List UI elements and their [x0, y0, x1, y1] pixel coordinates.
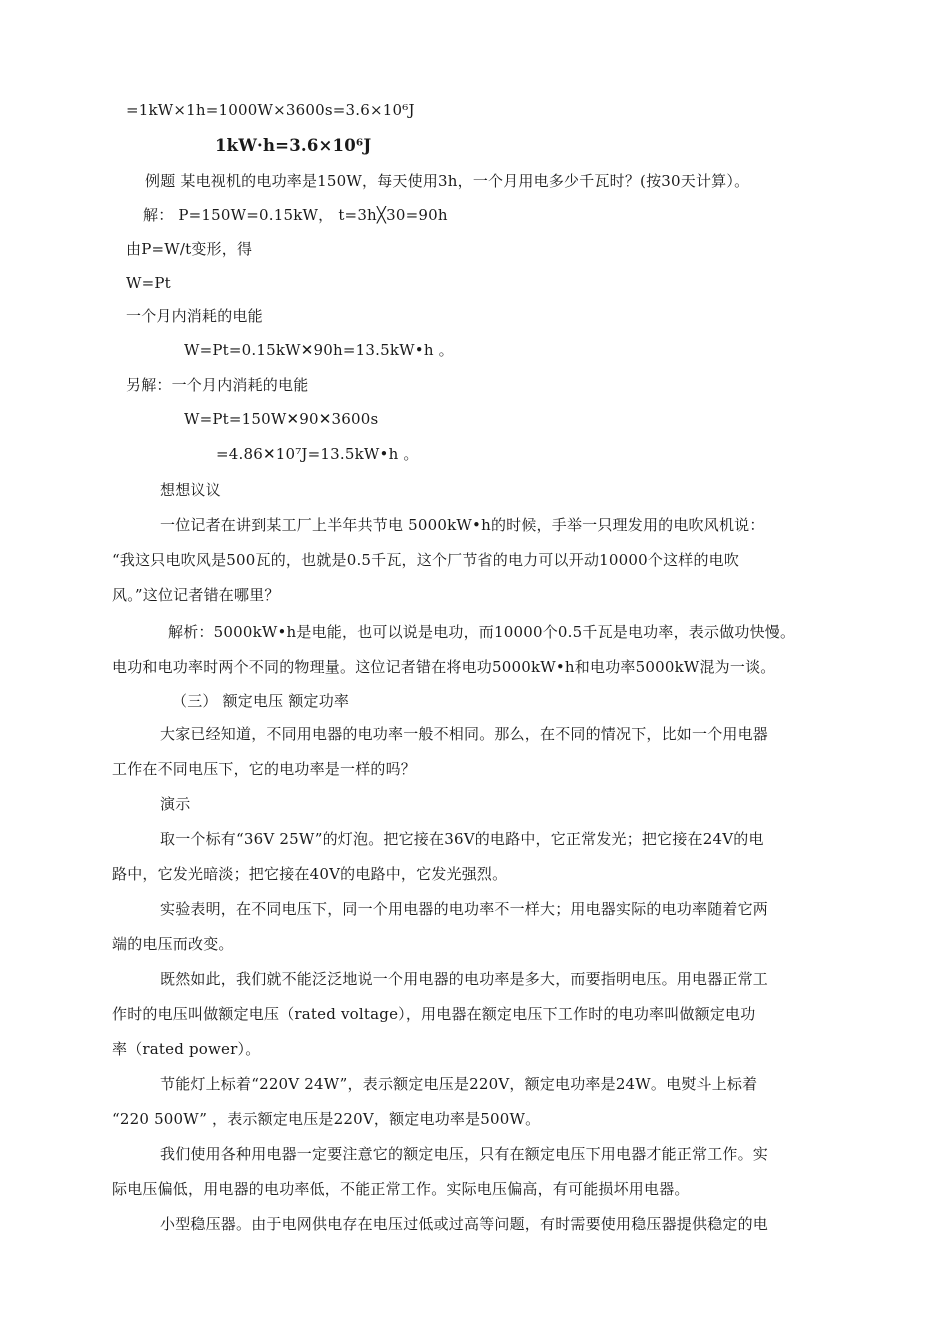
discussion-heading: 想想议议: [160, 481, 221, 499]
example-lamp-para-2: “220 500W” ，表示额定电压是220V，额定电功率是500W。: [112, 1110, 541, 1128]
analysis-para-2: 电功和电功率时两个不同的物理量。这位记者错在将电功5000kW•h和电功率5000kW混为一谈。: [112, 658, 776, 676]
conclusion-para-1: 实验表明，在不同电压下，同一个用电器的电功率不一样大；用电器实际的电功率随着它两: [160, 900, 769, 918]
caution-para-2: 际电压偏低，用电器的电功率低，不能正常工作。实际电压偏高，有可能损坏用电器。: [112, 1180, 690, 1198]
formula-kwh-joule: 1kW·h=3.6×10⁶J: [215, 136, 372, 155]
solution-transform: 由P=W/t变形，得: [126, 240, 253, 258]
alt-solution-result: =4.86✕10⁷J=13.5kW•h 。: [216, 445, 419, 463]
demo-para-2: 路中，它发光暗淡；把它接在40V的电路中，它发光强烈。: [112, 865, 508, 883]
definition-para-1: 既然如此，我们就不能泛泛地说一个用电器的电功率是多大，而要指明电压。用电器正常工: [160, 970, 769, 988]
solution-energy-result: W=Pt=0.15kW✕90h=13.5kW•h 。: [184, 341, 454, 359]
discussion-para-1: 一位记者在讲到某工厂上半年共节电 5000kW•h的时候，手举一只理发用的电吹风机说：: [160, 516, 765, 534]
alt-solution-label: 另解：一个月内消耗的电能: [126, 376, 309, 394]
section-heading-rated: （三） 额定电压 额定功率: [172, 692, 350, 710]
definition-para-3: 率（rated power）。: [112, 1040, 261, 1058]
solution-formula: W=Pt: [126, 274, 171, 292]
conclusion-para-2: 端的电压而改变。: [112, 935, 234, 953]
demo-heading: 演示: [160, 795, 191, 813]
example-lamp-para-1: 节能灯上标着“220V 24W”，表示额定电压是220V，额定电功率是24W。电熨斗上标着: [160, 1075, 758, 1093]
solution-energy-label: 一个月内消耗的电能: [126, 307, 263, 325]
rated-intro-2: 工作在不同电压下，它的电功率是一样的吗？: [112, 760, 417, 778]
caution-para-1: 我们使用各种用电器一定要注意它的额定电压，只有在额定电压下用电器才能正常工作。实: [160, 1145, 769, 1163]
demo-para-1: 取一个标有“36V 25W”的灯泡。把它接在36V的电路中，它正常发光；把它接在24V的电: [160, 830, 764, 848]
solution-given: 解： P=150W=0.15kW， t=3h╳30=90h: [143, 206, 448, 224]
discussion-para-3: 风。”这位记者错在哪里？: [112, 586, 280, 604]
analysis-para-1: 解析：5000kW•h是电能，也可以说是电功，而10000个0.5千瓦是电功率，表示做功快慢。: [168, 623, 796, 641]
discussion-para-2: “我这只电吹风是500瓦的，也就是0.5千瓦，这个厂节省的电力可以开动10000个这样的电吹: [112, 551, 740, 569]
rated-intro-1: 大家已经知道，不同用电器的电功率一般不相同。那么，在不同的情况下，比如一个用电器: [160, 725, 769, 743]
formula-energy-conversion: =1kW×1h=1000W×3600s=3.6×10⁶J: [126, 101, 415, 119]
regulator-para-1: 小型稳压器。由于电网供电存在电压过低或过高等问题，有时需要使用稳压器提供稳定的电: [160, 1215, 769, 1233]
example-question: 例题 某电视机的电功率是150W，每天使用3h，一个月用电多少千瓦时？(按30天计算）。: [145, 172, 750, 190]
alt-solution-formula: W=Pt=150W✕90✕3600s: [184, 410, 379, 428]
definition-para-2: 作时的电压叫做额定电压（rated voltage），用电器在额定电压下工作时的电功率叫做额定电功: [112, 1005, 756, 1023]
